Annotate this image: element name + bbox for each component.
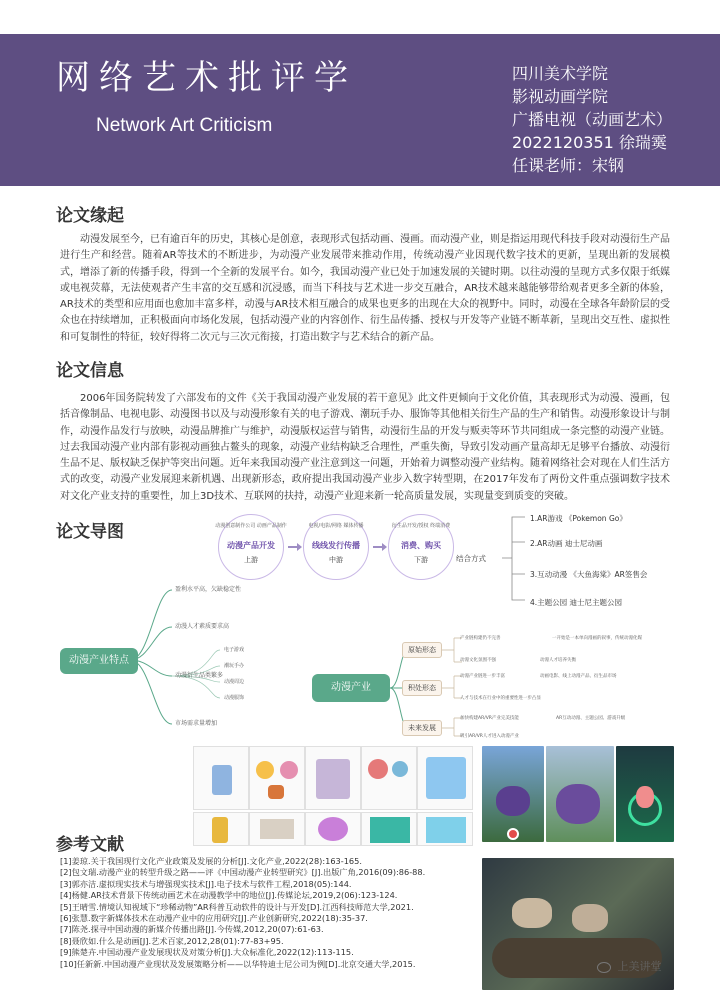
wechat-icon bbox=[597, 962, 611, 973]
reference-item: [5]王晴雪.情境认知视域下“珍稀动物”AR科普互动软件的设计与开发[D].江西科技师范大学,2021. bbox=[60, 901, 414, 912]
flow-top-label: 动漫创意制作公司 动画产品制作 bbox=[215, 523, 287, 529]
reference-item: [7]陈尧.探寻中国动漫的新媒介传播出路[J].今传媒,2012,20(07):61-63. bbox=[60, 924, 324, 935]
flow-top-label: 衍生品开发/授权 终端消费 bbox=[391, 523, 451, 529]
poster-title: 网络艺术批评学 bbox=[56, 58, 357, 98]
section-title-origin: 论文缘起 bbox=[56, 206, 124, 226]
combo-item: 4.主题公园 迪士尼主题公园 bbox=[530, 598, 623, 607]
reference-item: [3]郭亦洁.虚拟现实技术与增强现实技术[J].电子技术与软件工程,2018(05):144. bbox=[60, 878, 352, 889]
flow-bot-label: 中游 bbox=[329, 556, 343, 564]
mindmap2-root: 动漫产业 bbox=[312, 674, 390, 702]
mindmap-leaf: 吸引AR/VR人才进入动漫产业 bbox=[460, 734, 519, 739]
mindmap-branch: 动漫衍生品类繁多 bbox=[175, 672, 224, 679]
combo-bracket bbox=[500, 512, 530, 608]
combo-item: 3.互动动漫 《大鱼海棠》AR签售会 bbox=[530, 570, 648, 579]
app-screenshot bbox=[249, 812, 305, 846]
mindmap-leaf: 一开始是一本单向漫画的叙事，传统动漫化媒 bbox=[552, 636, 642, 641]
section-title-refs: 参考文献 bbox=[56, 835, 124, 855]
mindmap-leaf: AR互动动漫、主题公园、游戏升级 bbox=[556, 716, 626, 721]
watermark-text: 上美讲堂 bbox=[617, 960, 662, 973]
mindmap-leaf: 电子游戏 bbox=[224, 647, 245, 653]
info-line: 2022120351 徐瑞霙 bbox=[512, 133, 667, 152]
mindmap-leaf: 动漫产业链进一步丰富 bbox=[460, 674, 505, 679]
app-screenshot bbox=[305, 746, 361, 810]
app-screenshot bbox=[193, 746, 249, 810]
mindmap-leaf: 产业链构建仍不完善 bbox=[460, 636, 501, 641]
combo-item: 2.AR动画 迪士尼动画 bbox=[530, 539, 603, 548]
author-info bbox=[512, 62, 672, 177]
ar-game-image bbox=[482, 746, 544, 842]
mindmap2-branch: 积处形态 bbox=[402, 680, 442, 696]
flow-bot-label: 上游 bbox=[244, 556, 258, 564]
info-line: 任课老师：宋钢 bbox=[512, 156, 625, 175]
ar-game-image bbox=[616, 746, 674, 842]
info-line: 影视动画学院 bbox=[512, 87, 609, 106]
combo-item: 1.AR游戏 《Pokemon Go》 bbox=[530, 514, 627, 523]
reference-item: [8]聂欣如.什么是动画[J].艺术百家,2012,28(01):77-83+95. bbox=[60, 935, 284, 946]
section-title-map: 论文导图 bbox=[56, 522, 124, 542]
app-screenshot bbox=[417, 746, 473, 810]
mindmap-branch: 市场需求量增加 bbox=[175, 720, 218, 727]
mindmap-leaf: 动画电影、线上动漫产品、衍生品市场 bbox=[540, 674, 617, 679]
section-text-origin: 动漫发展至今，已有逾百年的历史，其核心是创意，表现形式包括动画、漫画。而动漫产业，则是指运用现代科技手段对动漫衍生产品进行生产和经营。随着AR等技术的不断进步，为动漫产业发展带来推动作用，传统动漫产业因现代数字技术的更新，呈现出新的发展模式，增添了新的传播手段，得到一个全新的发展平台。如今，我国动漫产业已处于加速发展的关键时期。以往动漫的呈现方式多仅限于纸媒或电视荧幕，无法使观者产生丰富的交互感和沉浸感，而当下科技与艺术进一步交互融合，AR技术越来越能够带给观者更多全新的体验，AR技术的类型和应用面也愈加丰富多样，动漫与AR技术相互融合的成果也更多的出现在大众的视野中。同时，动漫在全球各年龄阶层的受众也在持续增加，正积极面向市场化发展，包括动漫产业的内容创作、衍生品传播、授权与开发等产业链不断革新，呈现出交互性、虚拟性和可复制性的特征，较好得将二次元与三次元衔接，打造出数字与艺术结合的新产品。 bbox=[60, 234, 670, 343]
reference-item: [6]张慧.数字新媒体技术在动漫产业中的应用研究[J].产业创新研究,2022(18):35-37. bbox=[60, 913, 368, 924]
flow-mid-label: 动漫产品开发 bbox=[227, 541, 275, 550]
mindmap-leaf: 人才与技术在行业中的重要性进一步凸显 bbox=[460, 696, 541, 701]
flow-mid-label: 线线发行传播 bbox=[312, 541, 360, 550]
reference-item: [2]包文瑞.动漫产业的转型升级之路——评《中国动漫产业转型研究》[J].出版广角,2016(09):86-88. bbox=[60, 867, 426, 878]
mindmap2-branch: 未来发展 bbox=[402, 720, 442, 736]
mindmap-leaf: 动漫服饰 bbox=[224, 695, 245, 701]
mindmap-leaf: 动漫人才培养失衡 bbox=[540, 658, 576, 663]
section-title-info: 论文信息 bbox=[56, 361, 124, 381]
app-screenshot bbox=[361, 812, 417, 846]
app-screenshot bbox=[305, 812, 361, 846]
reference-item: [10]任新新.中国动漫产业现状及发展策略分析——以华特迪士尼公司为例[D].北京交通大学,2015. bbox=[60, 958, 416, 969]
app-screenshot bbox=[193, 812, 249, 846]
wechat-watermark bbox=[597, 958, 662, 974]
mindmap1-root: 动漫产业特点 bbox=[60, 648, 138, 674]
app-screenshot bbox=[249, 746, 305, 810]
mindmap-branch: 动漫人才素质要求高 bbox=[175, 623, 230, 630]
section-text-info: 2006年国务院转发了六部发布的文件《关于我国动漫产业发展的若干意见》此文件更倾向于文化价值，其表现形式为动漫、漫画，包括音像制品、电视电影、动漫图书以及与动漫形象有关的电子游戏、潮玩手办、服饰等其他相关衍生产品的生产和销售。动漫形象设计与制作，动漫作品发行与放映，动漫品牌推广与维护，动漫版权运营与销售，动漫衍生品的开发与贩卖等环节共同组成一条完整的动漫产业链。过去我国动漫产业内部有影视动画独占鳌头的现象，动漫产业结构缺乏合理性，严重失衡，导致引发动画产量高却无足够平台播放、动漫衍生品不足、版权缺乏保护等突出问题。近年来我国动漫产业注意到这一问题，开始着力调整动漫产业结构。随着网络社会对现在人们生活方式的改变，动漫产业发展迎来新机遇、出现新形态，政府提出我国动漫产业步入数字转型期，在2017年发布了两份文件重点强调数字技术对文化产业支持的重要性，加上3D技术、互联网的扶持，动漫产业迎来新一轮高质量发展，实现量变到质变的突破。 bbox=[60, 393, 670, 502]
reference-item: [9]熊楚卉.中国动漫产业发展现状及对策分析[J].大众标准化,2022(12):113-115. bbox=[60, 947, 354, 958]
ar-game-image bbox=[546, 746, 614, 842]
app-screenshot bbox=[361, 746, 417, 810]
reference-item: [4]杨健.AR技术背景下传统动画艺术在动漫教学中的地位[J].传媒论坛,2019,2(06):123-124. bbox=[60, 890, 398, 901]
mindmap-leaf: 动漫文化氛围不强 bbox=[460, 658, 496, 663]
mindmap-leaf: 加快构建AR/VR产业完美技能 bbox=[460, 716, 519, 721]
app-screenshot bbox=[417, 812, 473, 846]
mindmap-branch: 盈利水平高，欠缺稳定性 bbox=[175, 586, 242, 593]
reference-item: [1]姜琼.关于我国现行文化产业政策及发展的分析[J].文化产业,2022(28):163-165. bbox=[60, 856, 362, 866]
mindmap2-branch: 原始形态 bbox=[402, 642, 442, 658]
flow-bot-label: 下游 bbox=[414, 556, 428, 564]
flow-top-label: 电视/电影/网络 媒体传播 bbox=[308, 523, 364, 529]
info-line: 广播电视（动画艺术） bbox=[512, 110, 673, 129]
mindmap-leaf: 潮玩手办 bbox=[224, 663, 245, 669]
mindmap-leaf: 动漫周边 bbox=[224, 679, 245, 685]
flow-mid-label: 消费、购买 bbox=[401, 541, 441, 550]
reference-list bbox=[60, 856, 470, 970]
poster-subtitle: Network Art Criticism bbox=[96, 115, 273, 136]
info-line: 四川美术学院 bbox=[512, 64, 609, 83]
combo-label: 结合方式 bbox=[456, 554, 486, 563]
